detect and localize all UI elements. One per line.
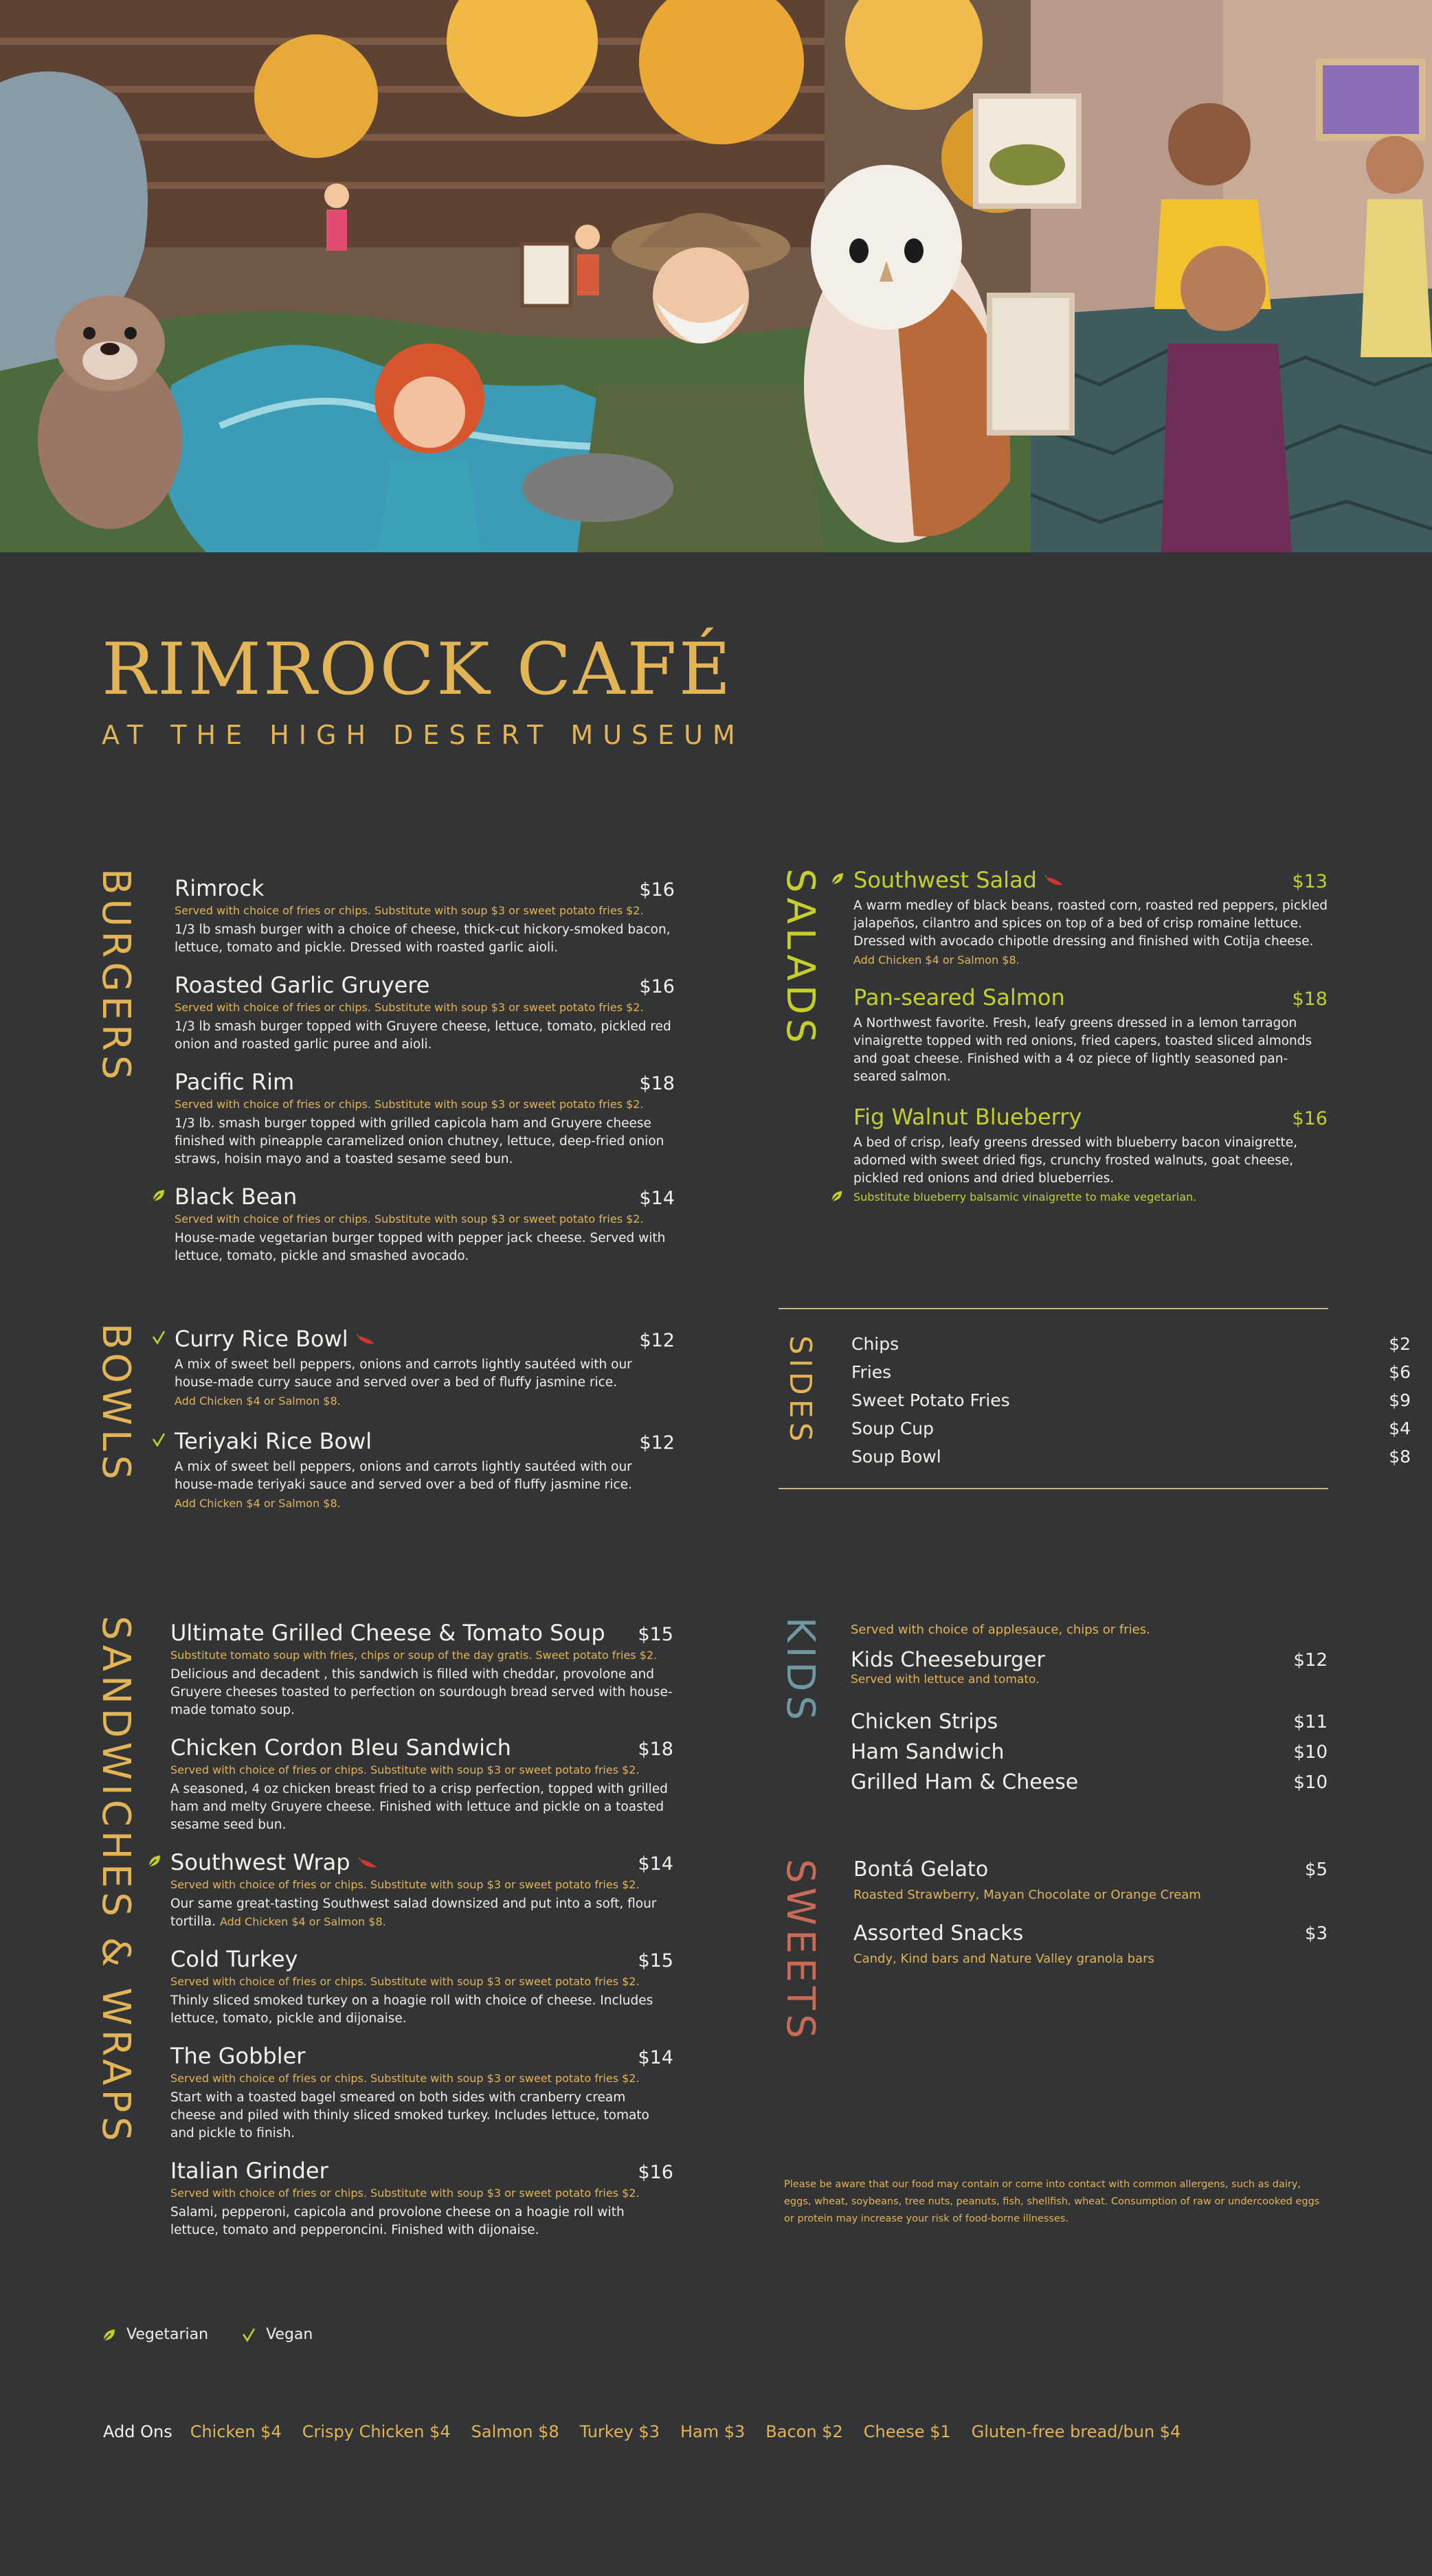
- item-name: Southwest Salad: [853, 867, 1066, 893]
- list-item: Chips $2: [851, 1334, 1411, 1354]
- list-item: [851, 1737, 1328, 1767]
- add-ons-bar: [103, 2422, 1201, 2441]
- list-item: [851, 1767, 1328, 1798]
- allergen-notice: Please be aware that our food may contain or come into contact with common allergens, such as dairy, eggs, wheat, soybeans, tree nuts, peanuts, fish, shellfish, wheat. Consumption of raw or undercooked eggs or protein may increase your risk of food-borne illnesses.: [784, 2179, 1320, 2224]
- menu-item: [170, 1735, 673, 1834]
- item-price: $16: [639, 976, 675, 997]
- item-name: Chicken Cordon Bleu Sandwich: [170, 1735, 511, 1761]
- item-add-note: Add Chicken $4 or Salmon $8.: [175, 1394, 341, 1408]
- section-header-bowls: BOWLS: [93, 1323, 138, 1484]
- section-header-sweets: SWEETS: [778, 1859, 823, 2043]
- list-item: Sweet Potato Fries $9: [851, 1390, 1411, 1410]
- check-icon: [151, 1432, 166, 1447]
- item-name: Assorted Snacks: [853, 1921, 1024, 1945]
- item-name: Ultimate Grilled Cheese & Tomato Soup: [170, 1620, 605, 1646]
- section-header-kids: KIDS: [778, 1617, 823, 1724]
- item-description: 1/3 lb. smash burger topped with grilled capicola ham and Gruyere cheese finished with pineapple caramelized onion chutney, lettuce, deep-fried onion straws, hoisin mayo and a toasted sesame seed bun.: [175, 1116, 664, 1166]
- menu-item: [175, 972, 675, 1054]
- item-name: Kids Cheeseburger: [851, 1648, 1045, 1672]
- item-note: Served with lettuce and tomato.: [851, 1673, 1040, 1686]
- bowls-list: [175, 1326, 675, 1525]
- item-note: Served with choice of fries or chips. Substitute with soup $3 or sweet potato fries $2.: [170, 1878, 640, 1891]
- item-price: $11: [1293, 1712, 1328, 1732]
- item-name: Rimrock: [175, 875, 265, 901]
- item-note: Served with choice of fries or chips. Substitute with soup $3 or sweet potato fries $2.: [170, 2187, 640, 2200]
- section-header-burgers: BURGERS: [93, 868, 138, 1084]
- item-price: $18: [1292, 988, 1328, 1010]
- kids-note: Served with choice of applesauce, chips or fries.: [851, 1623, 1150, 1637]
- item-description: A mix of sweet bell peppers, onions and carrots lightly sautéed with our house-made curry sauce and served over a bed of fluffy jasmine rice.: [175, 1357, 632, 1390]
- item-name: Cold Turkey: [170, 1946, 298, 1972]
- item-price: $16: [639, 879, 675, 901]
- leaf-icon: [102, 2327, 117, 2342]
- leaf-icon: [151, 1188, 166, 1203]
- list-item: [853, 1919, 1328, 1949]
- item-add-note: Add Chicken $4 or Salmon $8.: [853, 953, 1020, 967]
- item-note: Substitute tomato soup with fries, chips or soup of the day gratis. Sweet potato fries $2.: [170, 1649, 658, 1662]
- menu-item: [170, 2043, 673, 2143]
- item-note: Roasted Strawberry, Mayan Chocolate or Orange Cream: [853, 1888, 1201, 1902]
- item-name: Curry Rice Bowl: [175, 1326, 377, 1352]
- sides-list: [851, 1330, 1412, 1471]
- list-item: [853, 1855, 1328, 1885]
- item-price: $15: [638, 1950, 673, 1971]
- menu-item: [170, 1849, 673, 1931]
- section-header-sandwiches: SANDWICHES & WRAPS: [93, 1616, 138, 2145]
- item-price: $3: [1304, 1923, 1328, 1944]
- item-name: Ham Sandwich: [851, 1740, 1005, 1764]
- dietary-legend: [102, 2326, 346, 2343]
- add-ons-label: Add Ons: [103, 2422, 172, 2441]
- item-price: $18: [639, 1073, 675, 1094]
- cafe-title: RIMROCK CAFÉ: [102, 627, 733, 711]
- item-name: Italian Grinder: [170, 2158, 328, 2184]
- item-price: $14: [638, 1853, 673, 1875]
- item-price: $14: [638, 2047, 673, 2068]
- list-item: Fries $6: [851, 1362, 1411, 1382]
- section-header-sides: SIDES: [783, 1335, 818, 1446]
- menu-item: [175, 1184, 675, 1265]
- chili-pepper-icon: [359, 1857, 379, 1870]
- kids-list: [851, 1620, 1328, 1798]
- item-add-note: Add Chicken $4 or Salmon $8.: [219, 1915, 386, 1928]
- list-item: Soup Bowl $8: [851, 1447, 1411, 1467]
- item-name: Roasted Garlic Gruyere: [175, 972, 430, 998]
- item-description: A bed of crisp, leafy greens dressed with blueberry bacon vinaigrette, adorned with sweet dried figs, crunchy frosted walnuts, goat cheese, pickled red onions and dried blueberries.: [853, 1136, 1298, 1186]
- item-description: Thinly sliced smoked turkey on a hoagie roll with choice of cheese. Includes lettuce, tomato, pickle and dijonaise.: [170, 1993, 653, 2026]
- item-price: $16: [1292, 1108, 1328, 1129]
- legend-vegan: Vegan: [241, 2326, 313, 2343]
- item-note: Served with choice of fries or chips. Substitute with soup $3 or sweet potato fries $2.: [175, 1098, 644, 1111]
- item-price: $10: [1293, 1742, 1328, 1763]
- item-price: $12: [639, 1432, 675, 1454]
- item-description: 1/3 lb smash burger topped with Gruyere cheese, lettuce, tomato, pickled red onion and roasted garlic puree and aioli.: [175, 1019, 671, 1052]
- item-description: A warm medley of black beans, roasted corn, roasted red peppers, pickled jalapeños, cilantro and spices on top of a bed of crisp romaine lettuce. Dressed with avocado chipotle dressing and finished with Cotija cheese.: [853, 899, 1328, 949]
- salads-list: [853, 867, 1328, 1219]
- item-note: Served with choice of fries or chips. Substitute with soup $3 or sweet potato fries $2.: [175, 1001, 644, 1014]
- item-price: $5: [1304, 1860, 1328, 1880]
- add-on-item: Turkey $3: [579, 2422, 660, 2441]
- menu-item: [175, 1428, 675, 1510]
- list-item: [851, 1645, 1328, 1675]
- burgers-list: [175, 875, 675, 1280]
- item-note: Served with choice of fries or chips. Substitute with soup $3 or sweet potato fries $2.: [175, 1212, 644, 1225]
- item-price: $14: [639, 1188, 675, 1209]
- item-name: The Gobbler: [170, 2043, 306, 2069]
- item-price: $15: [638, 1624, 673, 1645]
- menu-item: [175, 1069, 675, 1168]
- add-on-item: Chicken $4: [190, 2422, 282, 2441]
- item-description: Delicious and decadent , this sandwich is filled with cheddar, provolone and Gruyere cheeses toasted to perfection on sourdough bread served with house-made tomato soup.: [170, 1667, 673, 1717]
- item-note: Candy, Kind bars and Nature Valley granola bars: [853, 1952, 1154, 1966]
- cafe-title-block: [102, 627, 745, 750]
- add-on-item: Ham $3: [680, 2422, 746, 2441]
- item-price: $10: [1293, 1772, 1328, 1793]
- item-name: Pacific Rim: [175, 1069, 295, 1095]
- leaf-icon: [830, 871, 845, 886]
- item-description: A Northwest favorite. Fresh, leafy greens dressed in a lemon tarragon vinaigrette topped with red onions, fried capers, toasted sliced almonds and goat cheese. Finished with a 4 oz piece of lightly seasoned pan-seared salmon.: [853, 1016, 1312, 1084]
- sides-box: [779, 1308, 1411, 1489]
- menu-item: [170, 2158, 673, 2239]
- item-description: 1/3 lb smash burger with a choice of cheese, thick-cut hickory-smoked bacon, lettuce, tomato and pickle. Dressed with roasted garlic aioli.: [175, 923, 671, 955]
- item-name: Pan-seared Salmon: [853, 984, 1065, 1010]
- hero-illustration: [0, 0, 1432, 552]
- check-icon: [241, 2327, 256, 2342]
- item-price: $12: [1293, 1650, 1328, 1671]
- menu-item: [170, 1946, 673, 2028]
- item-name: Grilled Ham & Cheese: [851, 1770, 1079, 1794]
- menu-item: [853, 984, 1328, 1086]
- item-description: Our same great-tasting Southwest salad downsized and put into a soft, flour tortilla. Add Chicken $4 or Salmon $8.: [170, 1897, 657, 1929]
- menu-item: [170, 1620, 673, 1719]
- section-header-salads: SALADS: [778, 868, 823, 1048]
- item-note: Served with choice of fries or chips. Substitute with soup $3 or sweet potato fries $2.: [170, 1975, 640, 1988]
- item-description: Salami, pepperoni, capicola and provolone cheese on a hoagie roll with lettuce, tomato and pepperoncini. Finished with dijonaise.: [170, 2205, 625, 2237]
- add-on-item: Crispy Chicken $4: [302, 2422, 451, 2441]
- legend-vegetarian: Vegetarian: [102, 2326, 208, 2343]
- add-on-item: Cheese $1: [863, 2422, 951, 2441]
- item-name: Black Bean: [175, 1184, 298, 1210]
- item-price: $12: [639, 1330, 675, 1351]
- item-description: A seasoned, 4 oz chicken breast fried to a crisp perfection, topped with grilled ham and melty Gruyere cheese. Finished with lettuce and pickle on a toasted sesame seed bun.: [170, 1782, 668, 1832]
- menu-item: [853, 1104, 1328, 1204]
- item-note: Served with choice of fries or chips. Substitute with soup $3 or sweet potato fries $2.: [170, 1763, 640, 1776]
- item-note: Served with choice of fries or chips. Substitute with soup $3 or sweet potato fries $2.: [170, 2072, 640, 2085]
- chili-pepper-icon: [1045, 875, 1066, 888]
- menu-item: [175, 1326, 675, 1408]
- menu-item: [853, 867, 1328, 967]
- item-description: A mix of sweet bell peppers, onions and carrots lightly sautéed with our house-made teriyaki sauce and served over a bed of fluffy jasmine rice.: [175, 1460, 632, 1492]
- item-add-note: Add Chicken $4 or Salmon $8.: [175, 1497, 341, 1510]
- item-price: $13: [1292, 871, 1328, 892]
- leaf-icon: [830, 1189, 844, 1203]
- sandwiches-list: [170, 1620, 673, 2255]
- add-on-item: Salmon $8: [471, 2422, 559, 2441]
- sweets-list: [853, 1855, 1328, 1966]
- item-note: Served with choice of fries or chips. Substitute with soup $3 or sweet potato fries $2.: [175, 904, 644, 917]
- menu-item: [175, 875, 675, 957]
- add-on-item: Gluten-free bread/bun $4: [971, 2422, 1181, 2441]
- item-name: Fig Walnut Blueberry: [853, 1104, 1082, 1130]
- leaf-icon: [147, 1853, 162, 1868]
- chili-pepper-icon: [357, 1334, 377, 1346]
- add-on-item: Bacon $2: [765, 2422, 843, 2441]
- item-note: Substitute blueberry balsamic vinaigrette to make vegetarian.: [853, 1190, 1328, 1204]
- item-price: $16: [638, 2162, 673, 2183]
- item-name: Chicken Strips: [851, 1710, 998, 1734]
- item-description: Start with a toasted bagel smeared on both sides with cranberry cream cheese and piled with thinly sliced smoked turkey. Includes lettuce, tomato and pickle to finish.: [170, 2090, 649, 2140]
- item-name: Bontá Gelato: [853, 1857, 989, 1882]
- check-icon: [151, 1330, 166, 1345]
- item-name: Southwest Wrap: [170, 1849, 379, 1875]
- item-price: $18: [638, 1739, 673, 1760]
- cafe-subtitle: AT THE HIGH DESERT MUSEUM: [102, 720, 745, 750]
- list-item: [851, 1707, 1328, 1737]
- list-item: Soup Cup $4: [851, 1419, 1411, 1438]
- item-description: House-made vegetarian burger topped with pepper jack cheese. Served with lettuce, tomato, pickle and smashed avocado.: [175, 1231, 666, 1263]
- item-name: Teriyaki Rice Bowl: [175, 1428, 372, 1454]
